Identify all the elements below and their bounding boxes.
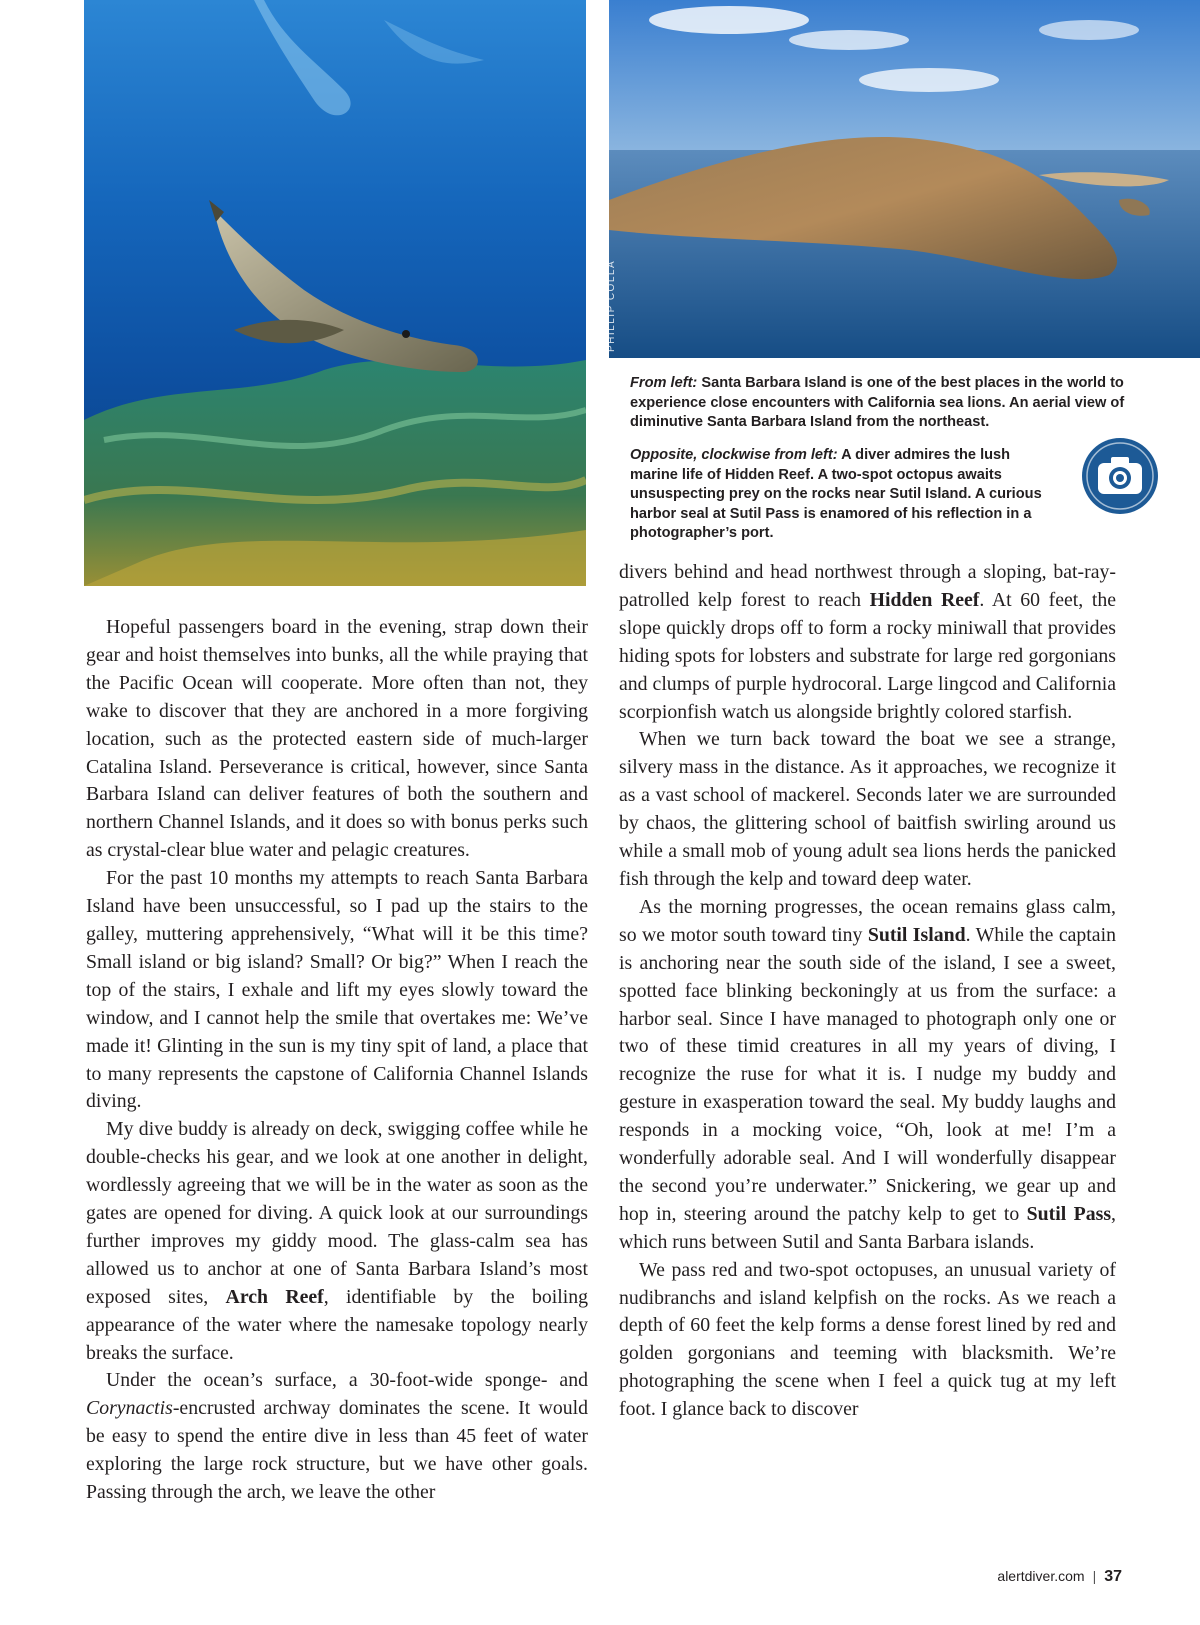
arch-reef-name: Arch Reef [225, 1285, 324, 1308]
photo-credit: PHILLIP COLLA [606, 259, 617, 352]
right-paragraph-1-text-b: . At 60 feet, the slope quickly drops off to form a rocky miniwall that provides hiding spots for lobsters and substrate for large red gorgonians and clumps of purple hydrocoral. Large lingcod and California scorpionfish watch us alongside brightly colored starfish. [619, 588, 1117, 723]
footer-site-link[interactable]: alertdiver.com [997, 1568, 1085, 1584]
left-paragraph-1: Hopeful passengers board in the evening, strap down their gear and hoist themselves into bunks, all the while praying that the Pacific Ocean will cooperate. More often than not, they wake to discover that they are anchored in a more forgiving location, such as the protected eastern side of much-larger Catalina Island. Perseverance is critical, however, since Santa Barbara Island can deliver features of both the southern and northern Channel Islands, and it does so with bonus perks such as crystal-clear blue water and pelagic creatures. [86, 616, 588, 862]
right-paragraph-3-text-b: . While the captain is anchoring near the south side of the island, I see a sweet, spotted face blinking beckoningly at us from the surface: a harbor seal. Since I have managed to photograph only one or two of these timid creatures in all my years of diving, I recognize the ruse for what it is. I nudge my buddy and gesture in exasperation toward the seal. My buddy laughs and responds in a mocking voice, “Oh, look at me! I’m a wonderfully adorable seal. And I will wonderfully disappear the second you’re underwater.” Snickering, we gear up and hop in, steering around the patchy kelp to get to [619, 923, 1116, 1225]
caption-second [630, 446, 1060, 544]
right-paragraph-3 [619, 894, 1116, 1257]
caption-second-text: A diver admires the lush marine life of Hidden Reef. A two-spot octopus awaits unsuspecting prey on the rocks near Sutil Island. A curious harbor seal at Sutil Pass is enamored of his reflection in a photographer’s port. [630, 447, 1042, 541]
right-paragraph-3-text-a: As the morning progresses, the ocean remains glass calm, so we motor south toward tiny [619, 895, 1116, 946]
caption-second-lead: Opposite, clockwise from left: [630, 447, 838, 463]
island-aerial-photo [609, 0, 1200, 358]
footer-separator: | [1092, 1568, 1097, 1584]
right-paragraph-1 [619, 559, 1116, 726]
right-paragraph-2: When we turn back toward the boat we see a strange, silvery mass in the distance. As it approaches, we recognize it as a vast school of mackerel. Seconds later we are surrounded by chaos, the glittering school of baitfish swirling around us while a small mob of young adult sea lions herds the panicked fish through the kelp and toward deep water. [619, 728, 1116, 890]
right-paragraph-1-text-a: divers behind and head northwest through a sloping, bat-ray-patrolled kelp forest to reach [619, 561, 1116, 611]
sea-lion-photo [84, 0, 586, 586]
left-paragraph-4-text-b: -encrusted archway dominates the scene. It would be easy to spend the entire dive in less than 45 feet of water exploring the large rock structure, but we have other goals. Passing through the arch, we leave the other [86, 1397, 588, 1504]
left-paragraph-4-text-a: Under the ocean’s surface, a 30-foot-wide sponge- and [106, 1369, 588, 1392]
left-paragraph-2: For the past 10 months my attempts to reach Santa Barbara Island have been unsuccessful, so I pad up the stairs to the galley, muttering apprehensively, “What will it be this time? Small island or big island? Small? Or big?” When I reach the top of the stairs, I exhale and lift my eyes slowly toward the window, and I cannot help the smile that overtakes me: We’ve made it! Glinting in the sun is my tiny spit of land, a place that to many represents the capstone of California Channel Islands diving. [86, 867, 588, 1113]
corynactis-term: Corynactis [86, 1397, 173, 1420]
left-paragraph-3-text-b: , identifiable by the boiling appearance of the water where the namesake topology nearly breaks the surface. [86, 1285, 589, 1364]
right-paragraph-4: We pass red and two-spot octopuses, an unusual variety of nudibranchs and island kelpfish on the rocks. As we reach a depth of 60 feet the kelp forms a dense forest lined by red and golden gorgonians and teeming with blacksmith. We’re photographing the scene when I feel a quick tug at my left foot. I glance back to discover [619, 1258, 1116, 1421]
page-number: 37 [1104, 1568, 1122, 1585]
left-paragraph-4 [86, 1367, 588, 1507]
caption-first-lead: From left: [630, 375, 698, 391]
sutil-pass-name: Sutil Pass [1026, 1202, 1112, 1225]
left-paragraph-3 [86, 1116, 588, 1367]
camera-icon [1080, 436, 1160, 516]
caption-first [630, 374, 1130, 433]
left-paragraph-3-text-a: My dive buddy is already on deck, swigging coffee while he double-checks his gear, and we look at one another in delight, wordlessly agreeing that we will be in the water as soon as the gates are opened for diving. A quick look at our surroundings further improves my giddy mood. The glass-calm sea has allowed us to anchor at one of Santa Barbara Island’s most exposed sites, [86, 1118, 588, 1308]
hidden-reef-name: Hidden Reef [869, 588, 980, 611]
left-column [86, 614, 588, 1507]
caption-first-text: Santa Barbara Island is one of the best places in the world to experience close encounters with California sea lions. An aerial view of diminutive Santa Barbara Island from the northeast. [630, 375, 1125, 430]
right-column [619, 559, 1116, 1424]
sutil-island-name: Sutil Island [867, 923, 966, 946]
page-footer [997, 1568, 1122, 1586]
right-paragraph-3-text-c: , which runs between Sutil and Santa Barbara islands. [619, 1202, 1116, 1253]
